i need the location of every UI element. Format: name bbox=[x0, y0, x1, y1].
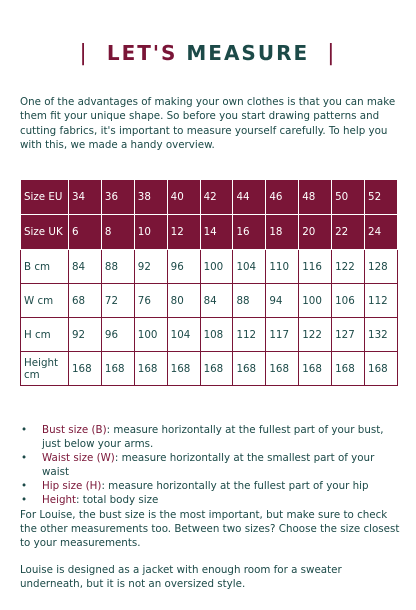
table-row bbox=[21, 180, 398, 215]
table-cell: 127 bbox=[332, 318, 365, 352]
measurement-list bbox=[20, 423, 402, 507]
table-cell: 122 bbox=[299, 318, 332, 352]
table-cell: 168 bbox=[365, 352, 398, 386]
table-cell: 100 bbox=[299, 284, 332, 318]
table-cell: 44 bbox=[233, 180, 266, 215]
table-cell: 168 bbox=[233, 352, 266, 386]
measure-text: : measure horizontally at the fullest part of your hip bbox=[101, 480, 369, 492]
measure-key: Waist size (W) bbox=[42, 452, 115, 464]
table-cell: 48 bbox=[299, 180, 332, 215]
row-label: W cm bbox=[21, 284, 69, 318]
table-row bbox=[21, 215, 398, 250]
bullet-icon: • bbox=[21, 452, 28, 464]
measure-item-waist bbox=[20, 451, 402, 479]
table-cell: 50 bbox=[332, 180, 365, 215]
table-cell: 104 bbox=[167, 318, 200, 352]
table-cell: 14 bbox=[200, 215, 233, 250]
table-cell: 42 bbox=[200, 180, 233, 215]
table-cell: 116 bbox=[299, 250, 332, 284]
row-label: B cm bbox=[21, 250, 69, 284]
table-cell: 108 bbox=[200, 318, 233, 352]
table-cell: 100 bbox=[134, 318, 167, 352]
table-cell: 117 bbox=[266, 318, 299, 352]
table-cell: 96 bbox=[167, 250, 200, 284]
table-cell: 8 bbox=[101, 215, 134, 250]
table-cell: 168 bbox=[266, 352, 299, 386]
measure-key: Bust size (B) bbox=[42, 424, 107, 436]
table-cell: 94 bbox=[266, 284, 299, 318]
table-cell: 84 bbox=[69, 250, 102, 284]
table-cell: 38 bbox=[134, 180, 167, 215]
table-cell: 88 bbox=[101, 250, 134, 284]
table-cell: 92 bbox=[69, 318, 102, 352]
table-row bbox=[21, 250, 398, 284]
title-word-measure: MEASURE bbox=[186, 41, 310, 65]
table-cell: 76 bbox=[134, 284, 167, 318]
table-cell: 168 bbox=[200, 352, 233, 386]
title-right-bar: | bbox=[327, 40, 337, 66]
measure-item-height bbox=[20, 493, 402, 507]
measure-text: : measure horizontally at the fullest part of your bust, just below your arms. bbox=[42, 424, 384, 450]
table-cell: 68 bbox=[69, 284, 102, 318]
measure-item-hip bbox=[20, 479, 402, 493]
table-row bbox=[21, 284, 398, 318]
measure-text: : total body size bbox=[76, 494, 159, 506]
table-cell: 112 bbox=[233, 318, 266, 352]
table-cell: 52 bbox=[365, 180, 398, 215]
table-cell: 96 bbox=[101, 318, 134, 352]
measure-text: : measure horizontally at the smallest part of your waist bbox=[42, 452, 375, 478]
table-cell: 168 bbox=[299, 352, 332, 386]
table-cell: 18 bbox=[266, 215, 299, 250]
table-cell: 22 bbox=[332, 215, 365, 250]
table-cell: 106 bbox=[332, 284, 365, 318]
table-cell: 132 bbox=[365, 318, 398, 352]
table-row bbox=[21, 352, 398, 386]
table-cell: 34 bbox=[69, 180, 102, 215]
row-label: Height cm bbox=[21, 352, 69, 386]
table-cell: 24 bbox=[365, 215, 398, 250]
page-title bbox=[0, 38, 416, 68]
measure-key: Hip size (H) bbox=[42, 480, 102, 492]
style-paragraph: Louise is designed as a jacket with enough room for a sweater underneath, but it is not an oversized style. bbox=[20, 564, 342, 590]
table-row bbox=[21, 318, 398, 352]
table-cell: 12 bbox=[167, 215, 200, 250]
bullet-icon: • bbox=[21, 494, 28, 506]
bullet-icon: • bbox=[21, 424, 28, 436]
table-cell: 6 bbox=[69, 215, 102, 250]
table-cell: 80 bbox=[167, 284, 200, 318]
title-left-bar: | bbox=[79, 40, 89, 66]
intro-paragraph: One of the advantages of making your own clothes is that you can make them fit your unique shape. So before you start drawing patterns and cutting fabrics, it's important to measure yourself carefully. To help you with this, we made a handy overview. bbox=[20, 96, 396, 151]
table-cell: 168 bbox=[101, 352, 134, 386]
table-cell: 40 bbox=[167, 180, 200, 215]
measure-key: Height bbox=[42, 494, 77, 506]
table-cell: 168 bbox=[134, 352, 167, 386]
row-label: Size UK bbox=[21, 215, 69, 250]
table-cell: 168 bbox=[332, 352, 365, 386]
bullet-icon: • bbox=[21, 480, 28, 492]
table-cell: 88 bbox=[233, 284, 266, 318]
table-cell: 84 bbox=[200, 284, 233, 318]
title-word-lets: LET'S bbox=[106, 41, 178, 65]
table-cell: 168 bbox=[69, 352, 102, 386]
table-cell: 92 bbox=[134, 250, 167, 284]
row-label: Size EU bbox=[21, 180, 69, 215]
table-cell: 122 bbox=[332, 250, 365, 284]
measure-item-bust bbox=[20, 423, 402, 451]
table-cell: 46 bbox=[266, 180, 299, 215]
table-cell: 168 bbox=[167, 352, 200, 386]
table-cell: 36 bbox=[101, 180, 134, 215]
table-cell: 72 bbox=[101, 284, 134, 318]
table-cell: 104 bbox=[233, 250, 266, 284]
table-cell: 20 bbox=[299, 215, 332, 250]
size-table bbox=[20, 179, 398, 386]
table-cell: 16 bbox=[233, 215, 266, 250]
table-cell: 100 bbox=[200, 250, 233, 284]
row-label: H cm bbox=[21, 318, 69, 352]
table-cell: 110 bbox=[266, 250, 299, 284]
advice-paragraph: For Louise, the bust size is the most important, but make sure to check the other measurements too. Between two sizes? Choose the size closest to your measurements. bbox=[20, 509, 400, 549]
table-cell: 112 bbox=[365, 284, 398, 318]
table-cell: 128 bbox=[365, 250, 398, 284]
table-cell: 10 bbox=[134, 215, 167, 250]
